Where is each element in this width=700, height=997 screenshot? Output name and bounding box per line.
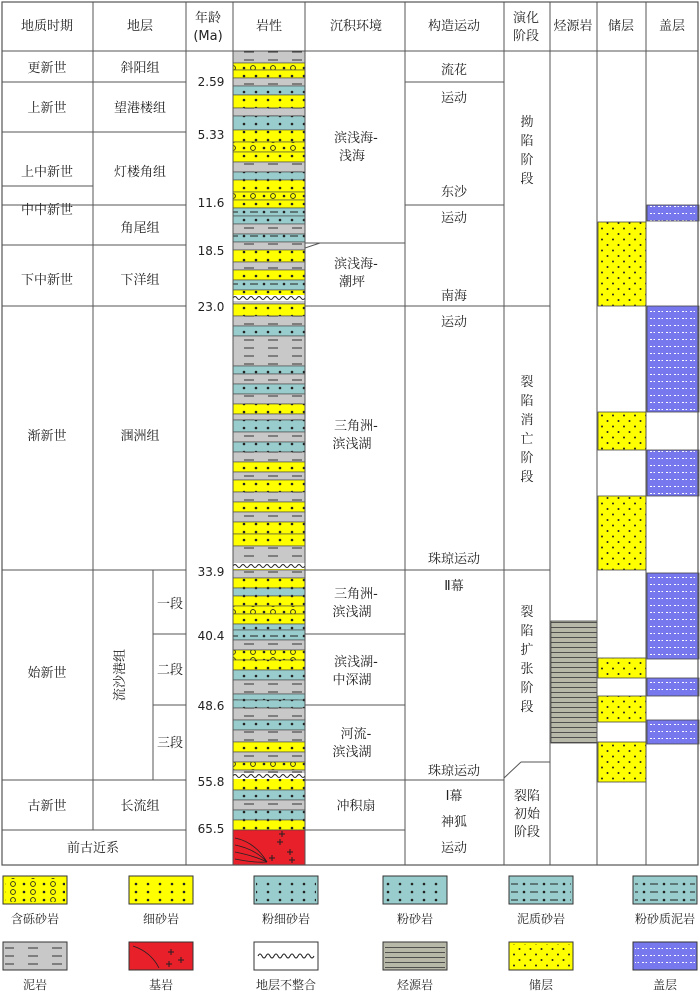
age-column xyxy=(198,75,225,836)
lithology-bed-texture xyxy=(233,502,305,512)
lithology-bed-texture xyxy=(233,614,305,624)
period-eocene: 始新世 xyxy=(27,666,67,681)
lithology-bed-texture xyxy=(233,404,305,414)
lithology-bed-texture xyxy=(233,472,305,480)
reservoir-block xyxy=(598,222,646,306)
lithology-bed-texture xyxy=(233,512,305,522)
lithology-bed-texture xyxy=(233,200,305,208)
lithology-bed-texture xyxy=(233,86,305,95)
stage-rift-expansion: 裂 xyxy=(520,605,534,620)
legend-swatch-texture xyxy=(385,944,445,968)
lithology-bed-texture xyxy=(233,708,305,720)
env-label: 滨浅湖- xyxy=(334,655,378,670)
period-pre-paleogene: 前古近系 xyxy=(66,841,120,856)
period-upper-miocene: 上中新世 xyxy=(20,165,74,180)
header-lithology: 岩性 xyxy=(255,19,283,34)
env-label: 三角洲- xyxy=(334,419,378,434)
env-label: 冲积扇 xyxy=(336,799,376,814)
seal-block xyxy=(647,573,699,659)
table-header xyxy=(21,10,685,44)
lithology-bed-texture xyxy=(233,800,305,810)
lithology-bed-texture xyxy=(233,492,305,502)
legend-label: 储层 xyxy=(528,978,554,992)
seal-block xyxy=(647,720,699,744)
period-pleistocene: 更新世 xyxy=(27,61,67,76)
formation-denglouijao: 灯楼角组 xyxy=(113,165,167,180)
lithology-bed-texture xyxy=(233,142,305,152)
environment-column xyxy=(332,130,378,814)
lithology-bed-texture xyxy=(233,270,305,280)
stage-rift-expansion: 张 xyxy=(520,662,534,677)
stage-rift-decline: 段 xyxy=(520,470,534,485)
header-period: 地质时期 xyxy=(20,19,74,34)
tectonic-label: 运动 xyxy=(440,91,468,106)
lithology-bed-texture xyxy=(233,234,305,242)
lithology-bed-texture xyxy=(233,394,305,404)
lithology-bed-texture xyxy=(233,180,305,192)
lithology-bed-texture xyxy=(233,304,305,316)
formation-xiayang: 下洋组 xyxy=(120,273,160,288)
env-label: 三角洲- xyxy=(334,587,378,602)
header-stage-line1: 演化 xyxy=(512,11,540,26)
tectonic-label: 南海 xyxy=(440,289,468,304)
lithology-bed-texture xyxy=(233,172,305,180)
header-source: 烃源岩 xyxy=(553,19,593,34)
tectonic-column xyxy=(428,62,480,856)
header-reservoir: 储层 xyxy=(607,19,635,34)
header-age-line1: 年龄 xyxy=(194,11,222,26)
header-stage-line2: 阶段 xyxy=(512,29,540,44)
lithology-bed-texture xyxy=(233,336,305,366)
legend-swatch-texture xyxy=(635,878,695,902)
lithology-bed-texture xyxy=(233,384,305,394)
formation-jiaowei: 角尾组 xyxy=(120,221,160,236)
lithology-bed-texture xyxy=(233,95,305,108)
lithology-bed-texture xyxy=(233,650,305,660)
stage-rift-expansion: 扩 xyxy=(520,643,534,658)
lithology-bed-texture xyxy=(233,208,305,216)
stage-rift-depression: 拗 xyxy=(520,115,534,130)
seal-block xyxy=(647,678,699,696)
stage-rift-depression: 陷 xyxy=(520,134,534,149)
formation-weizhou: 涠洲组 xyxy=(120,429,160,444)
legend-label: 烃源岩 xyxy=(396,978,434,992)
lithology-bed-texture xyxy=(233,606,305,614)
geologic-period-column xyxy=(21,60,119,856)
age-label: 65.5 xyxy=(197,822,225,836)
stage-rift-initial: 阶段 xyxy=(513,825,541,840)
source-rock-block xyxy=(551,621,597,743)
seal-block xyxy=(647,205,699,221)
tectonic-label: Ⅰ幕 xyxy=(445,789,463,804)
stage-rift-initial: 裂陷 xyxy=(513,789,541,804)
period-middle-miocene: 中中新世 xyxy=(20,203,74,218)
legend-label: 地层不整合 xyxy=(255,978,317,992)
lithology-bed-texture xyxy=(233,374,305,384)
lithology-bed-texture xyxy=(233,742,305,752)
lithology-bed-texture xyxy=(233,790,305,800)
formation-changliu: 长流组 xyxy=(120,799,160,814)
lithology-bed-texture xyxy=(233,630,305,640)
stage-rift-expansion: 段 xyxy=(520,700,534,715)
legend-swatch-texture xyxy=(131,878,191,902)
period-paleocene: 古新世 xyxy=(27,799,67,814)
stage-rift-expansion: 陷 xyxy=(520,624,534,639)
lithology-bed-texture xyxy=(233,162,305,172)
header-environment: 沉积环境 xyxy=(329,19,383,34)
stage-rift-depression: 段 xyxy=(520,172,534,187)
tectonic-label: 运动 xyxy=(440,315,468,330)
env-label: 浅海 xyxy=(338,149,366,164)
lithology-bed-texture xyxy=(233,588,305,596)
age-label: 11.6 xyxy=(197,196,225,210)
environment-link xyxy=(305,243,320,248)
legend-swatch-texture xyxy=(256,878,316,902)
lithology-bed-texture xyxy=(233,762,305,770)
tectonic-label: 运动 xyxy=(440,841,468,856)
lithology-bed-texture xyxy=(233,462,305,472)
lithology-bed-texture xyxy=(233,326,305,336)
stage-rift-initial: 初始 xyxy=(513,807,541,822)
lithology-bed-texture xyxy=(233,670,305,680)
reservoir-block xyxy=(598,658,646,678)
lithology-bed-texture xyxy=(233,316,305,326)
legend-label: 粉砂质泥岩 xyxy=(634,912,696,926)
seal-block xyxy=(647,306,699,412)
lithology-bed-texture xyxy=(233,280,305,290)
env-label: 滨浅海- xyxy=(334,131,378,146)
lithology-bed-texture xyxy=(233,224,305,234)
lithology-bed-texture xyxy=(233,78,305,86)
stage-rift-decline: 阶 xyxy=(520,451,534,466)
lithology-bed-texture xyxy=(233,640,305,650)
legend-label: 泥岩 xyxy=(22,978,48,992)
member-2: 二段 xyxy=(156,663,184,678)
legend-swatch xyxy=(129,942,193,970)
reservoir-block xyxy=(598,412,646,450)
tectonic-label: 珠琼运动 xyxy=(427,764,481,779)
env-label: 中深湖 xyxy=(332,673,372,688)
age-label: 55.8 xyxy=(197,775,225,789)
period-lower-miocene: 下中新世 xyxy=(20,273,74,288)
formation-xieyang: 斜阳组 xyxy=(120,61,160,76)
lithology-bed-texture xyxy=(233,51,305,63)
seal-block xyxy=(647,450,699,496)
age-label: 2.59 xyxy=(197,75,225,89)
stage-rift-depression: 阶 xyxy=(520,153,534,168)
header-age-line2: (Ma) xyxy=(193,29,223,44)
stage-link xyxy=(504,762,521,778)
header-seal: 盖层 xyxy=(658,19,686,34)
lithology-bed-texture xyxy=(233,730,305,742)
env-label: 滨浅海- xyxy=(334,257,378,272)
lithology-bed-texture xyxy=(233,778,305,790)
header-tectonic: 构造运动 xyxy=(427,19,481,34)
lithology-bed-texture xyxy=(233,694,305,700)
lithology-bed-texture xyxy=(233,250,305,262)
lithology-bed-texture xyxy=(233,116,305,130)
env-label: 河流- xyxy=(340,727,372,742)
lithology-bed-texture xyxy=(233,442,305,452)
tectonic-label: 东沙 xyxy=(440,185,468,200)
legend-label: 粉细砂岩 xyxy=(261,912,311,926)
lithology-bed-texture xyxy=(233,700,305,708)
legend-swatch-texture xyxy=(5,944,65,968)
lithology-bed-texture xyxy=(233,420,305,432)
lithology-bed-texture xyxy=(233,624,305,630)
reservoir-block xyxy=(598,496,646,570)
lithology-bed-texture xyxy=(233,820,305,830)
lithology-bed-texture xyxy=(233,720,305,730)
age-label: 5.33 xyxy=(197,128,225,142)
lithology-bed-texture xyxy=(233,578,305,588)
legend-label: 盖层 xyxy=(652,978,678,992)
lithology-bed-texture xyxy=(233,152,305,162)
lithology-bed-texture xyxy=(233,130,305,142)
lithology-bed-texture xyxy=(233,752,305,762)
legend-label: 含砾砂岩 xyxy=(10,912,60,926)
lithology-bed-texture xyxy=(233,534,305,546)
period-oligocene: 渐新世 xyxy=(27,429,67,444)
member-1: 一段 xyxy=(156,597,184,612)
lithology-bed-texture xyxy=(233,108,305,116)
member-column xyxy=(157,597,183,751)
lithology-bed-texture xyxy=(233,660,305,670)
stage-rift-decline: 亡 xyxy=(520,432,534,447)
legend-label: 粉砂岩 xyxy=(396,912,434,926)
lithology-bed-texture xyxy=(233,216,305,224)
lithology-bed-texture xyxy=(233,596,305,606)
legend-swatch-texture xyxy=(385,878,445,902)
stage-rift-decline: 消 xyxy=(520,413,534,428)
env-label: 滨浅湖 xyxy=(332,745,372,760)
formation-liushagang: 流沙港组 xyxy=(113,648,128,702)
lithology-bed-texture xyxy=(233,414,305,420)
lithology-bed-texture xyxy=(233,63,305,70)
tectonic-label: 运动 xyxy=(440,211,468,226)
header-formation: 地层 xyxy=(126,19,154,34)
env-label: 潮坪 xyxy=(338,275,366,290)
age-label: 33.9 xyxy=(197,565,225,579)
stage-rift-decline: 陷 xyxy=(520,394,534,409)
lithology-bed-texture xyxy=(233,242,305,250)
age-label: 18.5 xyxy=(197,244,225,258)
lithology-bed-texture xyxy=(233,262,305,270)
lithology-bed-texture xyxy=(233,480,305,492)
fills-layer xyxy=(233,51,699,865)
legend-label: 泥质砂岩 xyxy=(516,912,566,926)
lithology-bed-texture xyxy=(233,522,305,534)
tectonic-label: 珠琼运动 xyxy=(427,552,481,567)
legend xyxy=(3,876,697,992)
tectonic-label: 流花 xyxy=(440,63,468,78)
legend-swatch-texture xyxy=(511,944,571,968)
age-label: 48.6 xyxy=(197,699,225,713)
legend-swatch-texture xyxy=(5,878,65,902)
legend-swatch-texture xyxy=(635,944,695,968)
env-label: 滨浅湖 xyxy=(332,437,372,452)
lithology-bed-texture xyxy=(233,70,305,78)
tectonic-label: 神狐 xyxy=(440,815,468,830)
age-label: 23.0 xyxy=(197,300,225,314)
lithology-bed-texture xyxy=(233,452,305,462)
age-label: 40.4 xyxy=(197,629,225,643)
lithology-bed-texture xyxy=(233,810,305,820)
lithology-bed-texture xyxy=(233,680,305,694)
lithology-bed-texture xyxy=(233,366,305,374)
stage-rift-decline: 裂 xyxy=(520,375,534,390)
lithology-bed-texture xyxy=(233,570,305,578)
lithology-bed-texture xyxy=(233,192,305,200)
lithology-bed-texture xyxy=(233,432,305,442)
env-label: 滨浅湖 xyxy=(332,605,372,620)
reservoir-block xyxy=(598,742,646,782)
formation-wangganglou: 望港楼组 xyxy=(113,101,167,116)
legend-label: 细砂岩 xyxy=(142,912,180,926)
tectonic-label: Ⅱ幕 xyxy=(444,579,464,594)
member-3: 三段 xyxy=(156,736,184,751)
legend-swatch-texture xyxy=(511,878,571,902)
period-pliocene: 上新世 xyxy=(27,101,67,116)
legend-label: 基岩 xyxy=(148,978,174,992)
formation-column xyxy=(112,61,166,814)
reservoir-block xyxy=(598,696,646,722)
evolution-stage-column xyxy=(514,114,541,840)
stage-rift-expansion: 阶 xyxy=(520,681,534,696)
